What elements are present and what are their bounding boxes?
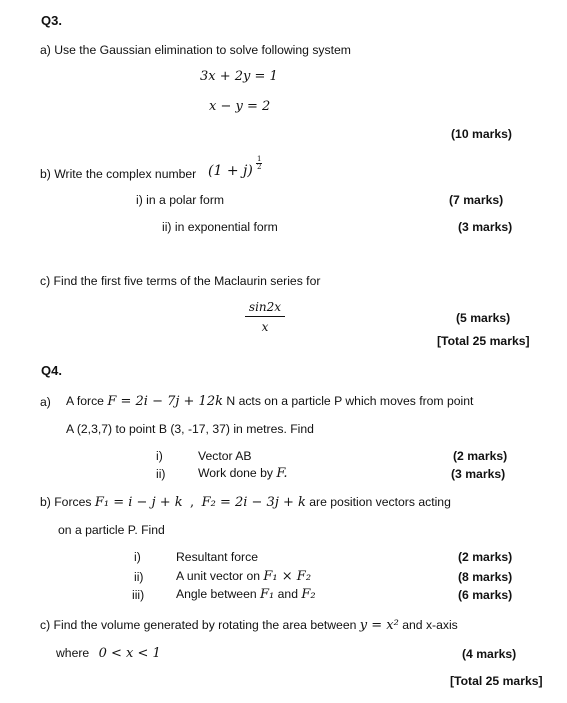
q4c-line1 bbox=[40, 619, 458, 632]
q4b-line1 bbox=[40, 496, 451, 509]
q4b-ii-line bbox=[176, 570, 311, 583]
q3b-expr: (1 + j) bbox=[208, 163, 253, 179]
q3b-i: i) in a polar form bbox=[136, 193, 225, 207]
q3c-marks: (5 marks) bbox=[456, 311, 511, 325]
q3-total: [Total 25 marks] bbox=[437, 334, 530, 348]
q3b-exp-num: 1 bbox=[257, 155, 262, 163]
q4b-sep: , bbox=[190, 495, 195, 510]
q4a-text-pre: A force bbox=[66, 394, 104, 408]
q4b-ii-marks: (8 marks) bbox=[458, 570, 513, 584]
q4b-text-post: are position vectors acting bbox=[309, 495, 451, 509]
q4b-i-text: Resultant force bbox=[176, 550, 258, 564]
q4a-ii-line bbox=[198, 467, 288, 480]
q4b-text-pre: b) Forces bbox=[40, 495, 92, 509]
q4c-line2 bbox=[56, 647, 161, 660]
q4b-i-num: i) bbox=[134, 550, 141, 564]
q3b-i-marks: (7 marks) bbox=[449, 193, 504, 207]
q4b-iii-num: iii) bbox=[132, 588, 145, 602]
q3a-marks: (10 marks) bbox=[451, 127, 512, 141]
q4-total: [Total 25 marks] bbox=[450, 674, 543, 688]
q4a-text-post: N acts on a particle P which moves from point bbox=[226, 394, 474, 408]
q3a-eq2: x − y = 2 bbox=[209, 99, 271, 114]
q3b-ii-marks: (3 marks) bbox=[458, 220, 513, 234]
q4b-iii-text: Angle between bbox=[176, 587, 257, 601]
q4b-iii-marks: (6 marks) bbox=[458, 588, 513, 602]
q4a-i-num: i) bbox=[156, 449, 163, 463]
q4b-iii-line bbox=[176, 588, 316, 601]
q3-title: Q3. bbox=[41, 13, 62, 28]
q4c-text-post: and x-axis bbox=[402, 618, 458, 632]
q4a-line1 bbox=[66, 395, 473, 408]
q3b-exponent bbox=[256, 156, 262, 171]
q4c-range: 0 < x < 1 bbox=[98, 646, 161, 661]
q4c-eq: y = x² bbox=[359, 618, 399, 633]
q4a-label: a) bbox=[40, 395, 51, 409]
q3b-exp-den: 2 bbox=[257, 163, 262, 171]
q3c-frac-num: sin2x bbox=[245, 300, 285, 317]
q3a-eq1: 3x + 2y = 1 bbox=[200, 69, 278, 84]
q4b-ii-var: F₁ × F₂ bbox=[263, 569, 312, 584]
q4b-ii-text: A unit vector on bbox=[176, 569, 261, 583]
q4a-ii-marks: (3 marks) bbox=[451, 467, 506, 481]
q4a-ii-num: ii) bbox=[156, 467, 166, 481]
q4c-text: c) Find the volume generated by rotating the area between bbox=[40, 618, 357, 632]
q4b-iii-v1: F₁ bbox=[260, 587, 275, 602]
q4a-i-text: Vector AB bbox=[198, 449, 252, 463]
q4b-ii-num: ii) bbox=[134, 570, 144, 584]
q4b-iii-v2: F₂ bbox=[301, 587, 316, 602]
q4a-ii-var: F. bbox=[276, 466, 288, 481]
q4b-f2: F₂ = 2i − 3j + k bbox=[201, 495, 306, 510]
q3a-text: a) Use the Gaussian elimination to solve following system bbox=[40, 43, 351, 57]
q4b-iii-and: and bbox=[277, 587, 298, 601]
q4b-f1: F₁ = i − j + k bbox=[94, 495, 183, 510]
q4a-line2: A (2,3,7) to point B (3, -17, 37) in metres. Find bbox=[66, 422, 314, 436]
q3b-ii: ii) in exponential form bbox=[162, 220, 278, 234]
q3c-fraction bbox=[245, 300, 285, 334]
q4a-i-marks: (2 marks) bbox=[453, 449, 508, 463]
q4-title: Q4. bbox=[41, 363, 62, 378]
q4a-force: F = 2i − 7j + 12k bbox=[107, 394, 223, 409]
q4a-ii-text: Work done by bbox=[198, 466, 273, 480]
q4c-marks: (4 marks) bbox=[462, 647, 517, 661]
q3c-frac-den: x bbox=[261, 320, 269, 334]
q3c-text: c) Find the first five terms of the Maclaurin series for bbox=[40, 274, 321, 288]
q3b-text: b) Write the complex number bbox=[40, 167, 197, 181]
q4b-i-marks: (2 marks) bbox=[458, 550, 513, 564]
q4b-line2: on a particle P. Find bbox=[58, 523, 165, 537]
q3b-expression bbox=[208, 164, 253, 178]
q4c-where: where bbox=[56, 646, 90, 660]
